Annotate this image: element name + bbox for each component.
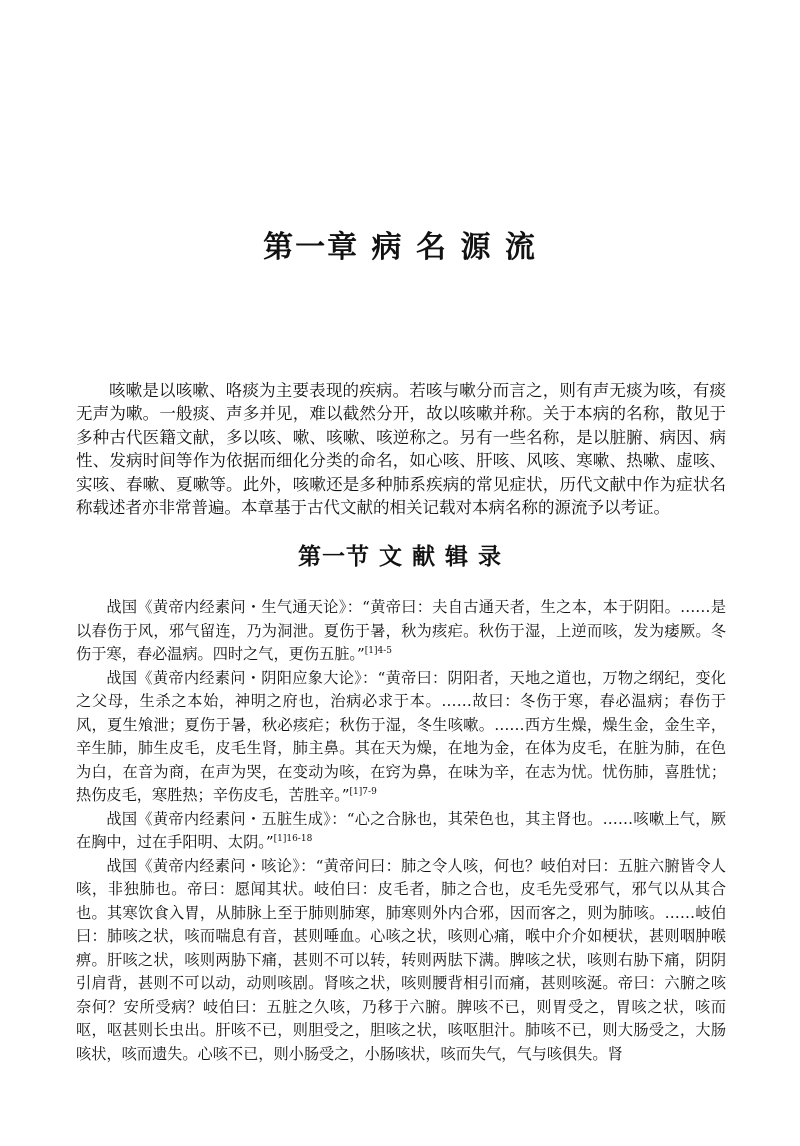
chapter-intro-paragraph: 咳嗽是以咳嗽、咯痰为主要表现的疾病。若咳与嗽分而言之，则有声无痰为咳，有痰无声为嗽。一般痰、声多并见，难以截然分开，故以咳嗽并称。关于本病的名称，散见于多种古代医籍文献，多以咳、嗽、咳嗽、咳逆称之。另有一些名称，是以脏腑、病因、病性、发病时间等作为依据而细化分类的命名，如心咳、肝咳、风咳、寒嗽、热嗽、虚咳、实咳、春嗽、夏嗽等。此外，咳嗽还是多种肺系疾病的常见症状，历代文献中作为症状名称载述者亦非常普遍。本章基于古代文献的相关记载对本病名称的源流予以考证。 [76,380,726,517]
record-paragraph [76,808,726,855]
citation-ref: [1]7-9 [349,786,377,797]
record-text: 战国《黄帝内经素问・五脏生成》：“心之合脉也，其荣色也，其主肾也。……咳嗽上气，厥在胸中，过在手阳明、太阴。” [76,809,726,851]
record-text: 战国《黄帝内经素问・咳论》：“黄帝问曰：肺之令人咳，何也？岐伯对曰：五脏六腑皆令人咳，非独肺也。帝曰：愿闻其状。岐伯曰：皮毛者，肺之合也，皮毛先受邪气，邪气以从其合也。其寒饮食入胃，从肺脉上至于肺则肺寒，肺寒则外内合邪，因而客之，则为肺咳。……岐伯曰：肺咳之状，咳而喘息有音，甚则唾血。心咳之状，咳则心痛，喉中介介如梗状，甚则咽肿喉痹。肝咳之状，咳则两胁下痛，甚则不可以转，转则两胠下满。脾咳之状，咳则右胁下痛，阴阴引肩背，甚则不可以动，动则咳剧。肾咳之状，咳则腰背相引而痛，甚则咳涎。帝曰：六腑之咳奈何？安所受病？岐伯曰：五脏之久咳，乃移于六腑。脾咳不已，则胃受之，胃咳之状，咳而呕，呕甚则长虫出。肝咳不已，则胆受之，胆咳之状，咳呕胆汁。肺咳不已，则大肠受之，大肠咳状，咳而遗失。心咳不已，则小肠受之，小肠咳状，咳而失气，气与咳俱失。肾 [76,856,726,1063]
section-title: 第一节 文 献 辑 录 [297,544,503,570]
citation-ref: [1]4-5 [364,645,392,656]
record-text: 战国《黄帝内经素问・阴阳应象大论》：“黄帝曰：阴阳者，天地之道也，万物之纲纪，变化之父母，生杀之本始，神明之府也，治病必求于本。……故曰：冬伤于寒，春必温病；春伤于风，夏生飧泄；夏伤于暑，秋必痎疟；秋伤于湿，冬生咳嗽。……西方生燥，燥生金，金生辛，辛生肺，肺生皮毛，皮毛生肾，肺主鼻。其在天为燥，在地为金，在体为皮毛，在脏为肺，在色为白，在音为商，在声为哭，在变动为咳，在窍为鼻，在味为辛，在志为忧。忧伤肺，喜胜忧；热伤皮毛，寒胜热；辛伤皮毛，苦胜辛。” [76,668,726,804]
citation-ref: [1]16-18 [273,833,313,844]
chapter-title: 第一章 病 名 源 流 [263,230,537,265]
record-text: 战国《黄帝内经素问・生气通天论》：“黄帝曰：夫自古通天者，生之本，本于阴阳。……是以春伤于风，邪气留连，乃为洞泄。夏伤于暑，秋为痎疟。秋伤于湿，上逆而咳，发为痿厥。冬伤于寒，春必温病。四时之气，更伤五脏。” [76,598,726,663]
record-paragraph [76,855,726,1067]
records-list [76,596,726,1066]
record-paragraph [76,596,726,667]
record-paragraph [76,667,726,808]
